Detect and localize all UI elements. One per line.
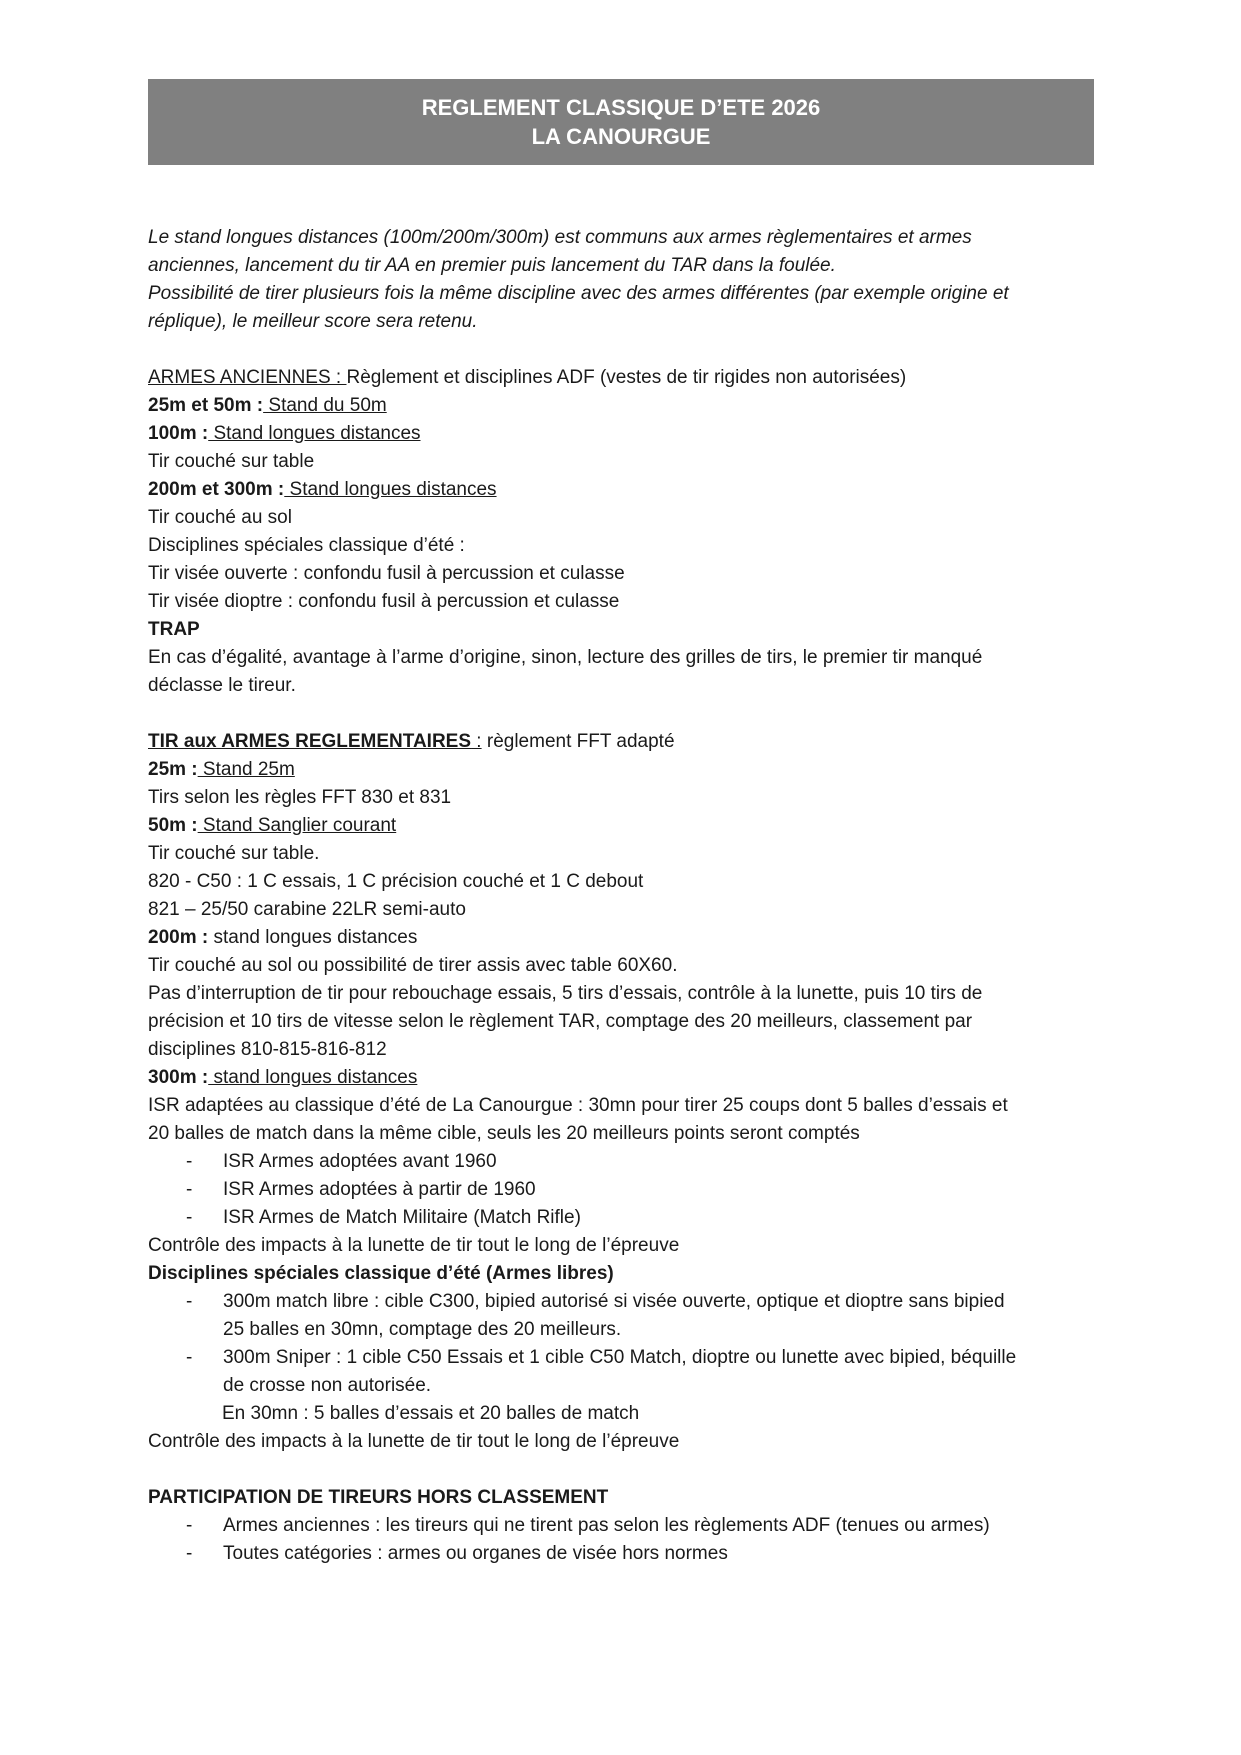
- list-item: [148, 1288, 1098, 1316]
- list-item-continuation: de crosse non autorisée.: [223, 1375, 432, 1396]
- tar-300-text: stand longues distances: [208, 1067, 418, 1088]
- aa-egalite-line: déclasse le tireur.: [148, 675, 296, 696]
- bullet-dash: -: [186, 1151, 193, 1172]
- aa-100-label: 100m :: [148, 423, 209, 444]
- aa-tir-table: Tir couché sur table: [148, 451, 315, 472]
- tar-200-text: stand longues distances: [208, 927, 418, 948]
- tar-820: 820 - C50 : 1 C essais, 1 C précision couché et 1 C debout: [148, 871, 644, 892]
- list-item-continuation: 25 balles en 30mn, comptage des 20 meilleurs.: [223, 1319, 622, 1340]
- list-item-text: Armes anciennes : les tireurs qui ne tirent pas selon les règlements ADF (tenues ou armes): [223, 1515, 990, 1536]
- tar-25-line: [148, 756, 1098, 784]
- list-item-continuation: En 30mn : 5 balles d’essais et 20 balles de match: [222, 1403, 640, 1424]
- aa-100-line: [148, 420, 1098, 448]
- intro-line: Le stand longues distances (100m/200m/300m) est communs aux armes règlementaires et armes: [148, 227, 972, 248]
- tar-50-text: Stand Sanglier courant: [197, 815, 397, 836]
- aa-200-300-line: [148, 476, 1098, 504]
- title-line-2: LA CANOURGUE: [531, 124, 711, 149]
- tar-200-line: [148, 924, 1098, 952]
- aa-heading-rest: Règlement et disciplines ADF (vestes de tir rigides non autorisées): [346, 367, 907, 388]
- tar-controle-2: Contrôle des impacts à la lunette de tir tout le long de l’épreuve: [148, 1431, 680, 1452]
- tar-isr-line: ISR adaptées au classique d’été de La Canourgue : 30mn pour tirer 25 coups dont 5 balles d’essais et: [148, 1095, 1008, 1116]
- aa-trap: TRAP: [148, 619, 200, 640]
- bullet-dash: -: [186, 1347, 193, 1368]
- spacer: [148, 336, 1098, 364]
- tar-tir-sol: Tir couché au sol ou possibilité de tirer assis avec table 60X60.: [148, 955, 678, 976]
- tar-25-label: 25m :: [148, 759, 198, 780]
- aa-disciplines-speciales: Disciplines spéciales classique d’été :: [148, 535, 465, 556]
- tar-50-label: 50m :: [148, 815, 198, 836]
- aa-25-50-label: 25m et 50m :: [148, 395, 264, 416]
- list-item: [148, 1512, 1098, 1540]
- list-item: [148, 1204, 1098, 1232]
- bullet-dash: -: [186, 1207, 193, 1228]
- list-item: [148, 1176, 1098, 1204]
- bullet-dash: -: [186, 1543, 193, 1564]
- aa-visee-dioptre: Tir visée dioptre : confondu fusil à percussion et culasse: [148, 591, 620, 612]
- intro-line: anciennes, lancement du tir AA en premier puis lancement du TAR dans la foulée.: [148, 255, 836, 276]
- section-armes-anciennes: [148, 364, 1098, 700]
- list-item: [148, 1540, 1098, 1568]
- spacer: [148, 700, 1098, 728]
- list-item-text: ISR Armes adoptées à partir de 1960: [223, 1179, 536, 1200]
- tar-300-label: 300m :: [148, 1067, 209, 1088]
- tar-heading-line: [148, 728, 1098, 756]
- list-item-text: ISR Armes de Match Militaire (Match Rifle): [223, 1207, 581, 1228]
- title-banner: [148, 79, 1094, 165]
- aa-100-text: Stand longues distances: [208, 423, 421, 444]
- list-item-text: 300m Sniper : 1 cible C50 Essais et 1 cible C50 Match, dioptre ou lunette avec bipied, béquille: [223, 1347, 1017, 1368]
- list-item-text: ISR Armes adoptées avant 1960: [223, 1151, 497, 1172]
- list-item: [148, 1148, 1098, 1176]
- tar-armes-libres-heading: Disciplines spéciales classique d’été (Armes libres): [148, 1263, 614, 1284]
- tar-interruption-line: disciplines 810-815-816-812: [148, 1039, 387, 1060]
- document-body: [148, 224, 1098, 1568]
- aa-200-300-text: Stand longues distances: [284, 479, 497, 500]
- section-armes-reglementaires: [148, 728, 1098, 1456]
- section-hors-classement: [148, 1484, 1098, 1568]
- spacer: [148, 1456, 1098, 1484]
- bullet-dash: -: [186, 1291, 193, 1312]
- tar-heading: TIR aux ARMES REGLEMENTAIRES: [148, 731, 472, 752]
- aa-25-50-text: Stand du 50m: [263, 395, 387, 416]
- tar-200-label: 200m :: [148, 927, 209, 948]
- tar-25-text: Stand 25m: [197, 759, 295, 780]
- tar-controle: Contrôle des impacts à la lunette de tir tout le long de l’épreuve: [148, 1235, 680, 1256]
- armes-libres-list: [148, 1288, 1098, 1428]
- intro-paragraph: [148, 224, 1098, 336]
- list-item-text: Toutes catégories : armes ou organes de visée hors normes: [223, 1543, 728, 1564]
- aa-tir-sol: Tir couché au sol: [148, 507, 292, 528]
- bullet-dash: -: [186, 1515, 193, 1536]
- tar-interruption-line: précision et 10 tirs de vitesse selon le règlement TAR, comptage des 20 meilleurs, classement par: [148, 1011, 973, 1032]
- tar-300-line: [148, 1064, 1098, 1092]
- aa-heading: ARMES ANCIENNES :: [148, 367, 347, 388]
- aa-heading-line: [148, 364, 1098, 392]
- tar-heading-colon: :: [471, 731, 482, 752]
- intro-line: Possibilité de tirer plusieurs fois la même discipline avec des armes différentes (par exemple origine et: [148, 283, 1009, 304]
- bullet-dash: -: [186, 1179, 193, 1200]
- tar-regles: Tirs selon les règles FFT 830 et 831: [148, 787, 452, 808]
- aa-visee-ouverte: Tir visée ouverte : confondu fusil à percussion et culasse: [148, 563, 625, 584]
- aa-200-300-label: 200m et 300m :: [148, 479, 285, 500]
- list-item: [148, 1344, 1098, 1372]
- list-item-text: 300m match libre : cible C300, bipied autorisé si visée ouverte, optique et dioptre sans bipied: [223, 1291, 1005, 1312]
- tar-tir-table: Tir couché sur table.: [148, 843, 320, 864]
- tar-interruption-line: Pas d’interruption de tir pour rebouchage essais, 5 tirs d’essais, contrôle à la lunette, puis 10 tirs de: [148, 983, 983, 1004]
- hors-heading: PARTICIPATION DE TIREURS HORS CLASSEMENT: [148, 1487, 609, 1508]
- intro-line: réplique), le meilleur score sera retenu.: [148, 311, 478, 332]
- isr-list: [148, 1148, 1098, 1232]
- tar-heading-rest: règlement FFT adapté: [481, 731, 675, 752]
- title-line-1: REGLEMENT CLASSIQUE D’ETE 2026: [421, 95, 821, 120]
- tar-821: 821 – 25/50 carabine 22LR semi-auto: [148, 899, 466, 920]
- tar-50-line: [148, 812, 1098, 840]
- tar-isr-line: 20 balles de match dans la même cible, seuls les 20 meilleurs points seront comptés: [148, 1123, 860, 1144]
- aa-25-50-line: [148, 392, 1098, 420]
- aa-egalite-line: En cas d’égalité, avantage à l’arme d’origine, sinon, lecture des grilles de tirs, le premier tir manqué: [148, 647, 983, 668]
